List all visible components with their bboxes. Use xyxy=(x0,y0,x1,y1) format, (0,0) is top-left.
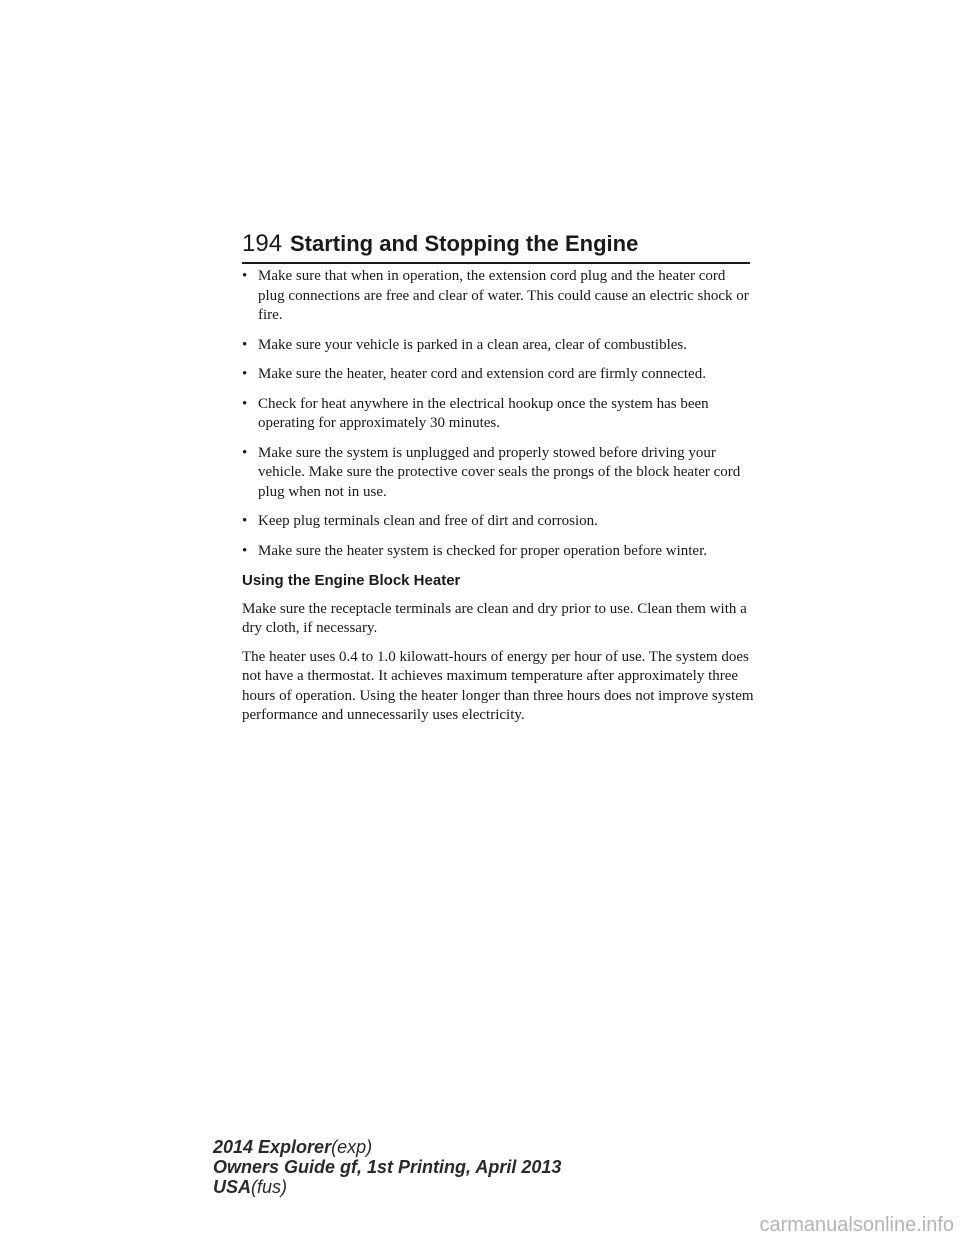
bullet-icon: • xyxy=(242,542,248,559)
bullet-item xyxy=(242,542,754,562)
bullet-item xyxy=(242,444,754,503)
bullet-item xyxy=(242,365,754,385)
bullet-icon: • xyxy=(242,395,248,412)
bullet-icon: • xyxy=(242,444,248,461)
bullet-item xyxy=(242,512,754,532)
footer-line-market xyxy=(213,1177,561,1197)
safety-bullet-list xyxy=(242,267,754,561)
page-header xyxy=(242,230,750,264)
chapter-title: Starting and Stopping the Engine xyxy=(290,231,639,256)
footer-model-code: (exp) xyxy=(331,1137,373,1157)
footer-printing: Owners Guide gf, 1st Printing, April 2013 xyxy=(213,1157,562,1177)
section-heading: Using the Engine Block Heater xyxy=(242,572,461,589)
bullet-text: Make sure the system is unplugged and properly stowed before driving your vehicle. Make sure the protective cover seals the prongs of the block heater cord plug when not in use. xyxy=(258,444,741,500)
bullet-item xyxy=(242,336,754,356)
page-content xyxy=(242,267,754,735)
bullet-text: Make sure that when in operation, the extension cord plug and the heater cord plug connections are free and clear of water. This could cause an electric shock or fire. xyxy=(258,268,749,323)
bullet-item xyxy=(242,395,754,434)
footer-market-code: (fus) xyxy=(251,1177,288,1197)
footer-market: USA xyxy=(213,1177,252,1197)
bullet-text: Check for heat anywhere in the electrical hookup once the system has been operating for approximately 30 minutes. xyxy=(258,395,709,431)
bullet-text: Keep plug terminals clean and free of dirt and corrosion. xyxy=(258,513,598,529)
bullet-icon: • xyxy=(242,513,248,529)
footer-model: 2014 Explorer xyxy=(213,1137,332,1157)
section-paragraph: Make sure the receptacle terminals are clean and dry prior to use. Clean them with a dry cloth, if necessary. xyxy=(242,600,747,636)
section-paragraph: The heater uses 0.4 to 1.0 kilowatt-hours of energy per hour of use. The system does not have a thermostat. It achieves maximum temperature after approximately three hours of operation. Using the heater longer than three hours does not improve system performance and unnecessarily uses electricity. xyxy=(242,648,754,723)
bullet-icon: • xyxy=(242,268,248,284)
watermark: carmanualsonline.info xyxy=(759,1214,954,1236)
bullet-icon: • xyxy=(242,336,248,353)
bullet-icon: • xyxy=(242,366,248,382)
print-footer xyxy=(213,1137,561,1197)
bullet-text: Make sure the heater system is checked for proper operation before winter. xyxy=(258,542,707,559)
bullet-item xyxy=(242,267,754,326)
footer-line-printing xyxy=(213,1157,561,1177)
page-number: 194 xyxy=(242,230,283,257)
footer-line-model xyxy=(213,1137,561,1157)
bullet-text: Make sure your vehicle is parked in a clean area, clear of combustibles. xyxy=(258,336,687,353)
bullet-text: Make sure the heater, heater cord and extension cord are firmly connected. xyxy=(258,366,706,382)
header-rule xyxy=(242,262,750,264)
